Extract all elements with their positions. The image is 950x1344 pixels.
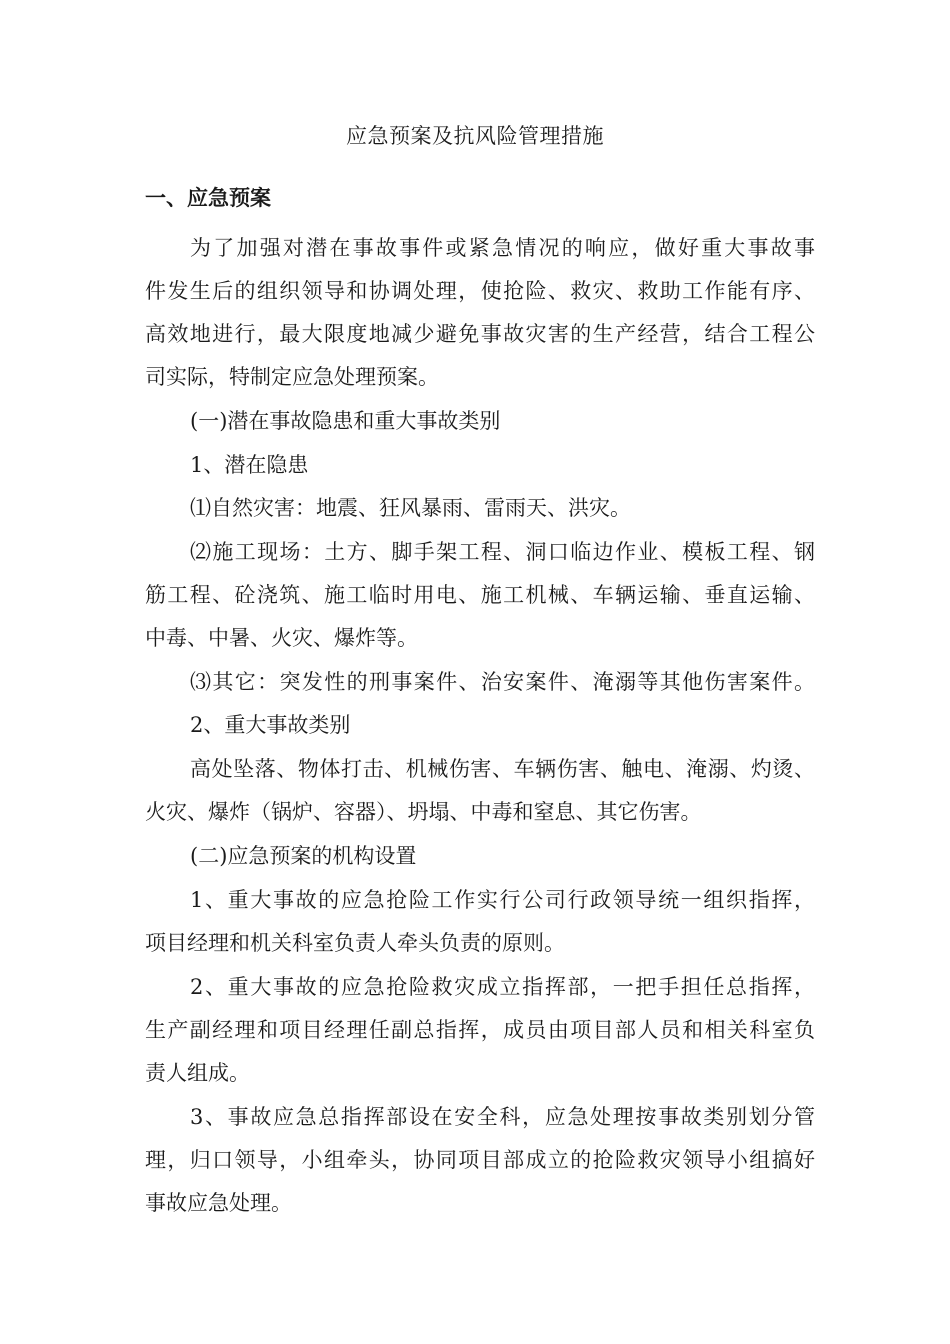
paragraph-line: 3、事故应急总指挥部设在安全科，应急处理按事故类别划分管 bbox=[190, 1105, 815, 1129]
paragraph-line: 理，归口领导，小组牵头，协同项目部成立的抢险救灾领导小组搞好 bbox=[145, 1148, 815, 1172]
paragraph-line: 中毒、中暑、火灾、爆炸等。 bbox=[145, 626, 418, 650]
paragraph-line: ⑶其它：突发性的刑事案件、治安案件、淹溺等其他伤害案件。 bbox=[190, 670, 815, 694]
subsection-heading: (一)潜在事故隐患和重大事故类别 bbox=[190, 409, 501, 433]
paragraph-line: 项目经理和机关科室负责人牵头负责的原则。 bbox=[145, 931, 565, 955]
paragraph-line: 2、重大事故的应急抢险救灾成立指挥部，一把手担任总指挥， bbox=[190, 975, 815, 999]
paragraph-line: 责人组成。 bbox=[145, 1061, 250, 1085]
paragraph-line: ⑵施工现场：土方、脚手架工程、洞口临边作业、模板工程、钢 bbox=[190, 540, 815, 564]
paragraph-line: 生产副经理和项目经理任副总指挥，成员由项目部人员和相关科室负 bbox=[145, 1018, 815, 1042]
paragraph-line: 高效地进行，最大限度地减少避免事故灾害的生产经营，结合工程公 bbox=[145, 322, 815, 346]
subsection-heading: (二)应急预案的机构设置 bbox=[190, 844, 417, 868]
paragraph-line: 件发生后的组织领导和协调处理，使抢险、救灾、救助工作能有序、 bbox=[145, 279, 815, 303]
paragraph-line: 司实际，特制定应急处理预案。 bbox=[145, 365, 439, 389]
list-heading: 2、重大事故类别 bbox=[190, 713, 351, 737]
paragraph-line: 1、重大事故的应急抢险工作实行公司行政领导统一组织指挥， bbox=[190, 888, 815, 912]
document-title: 应急预案及抗风险管理措施 bbox=[346, 124, 604, 148]
paragraph-line: 高处坠落、物体打击、机械伤害、车辆伤害、触电、淹溺、灼烫、 bbox=[190, 757, 815, 781]
section-heading: 一、应急预案 bbox=[145, 186, 271, 210]
paragraph-line: 筋工程、砼浇筑、施工临时用电、施工机械、车辆运输、垂直运输、 bbox=[145, 583, 815, 607]
paragraph-line: 为了加强对潜在事故事件或紧急情况的响应，做好重大事故事 bbox=[190, 236, 815, 260]
paragraph-line: 火灾、爆炸（锅炉、容器）、坍塌、中毒和窒息、其它伤害。 bbox=[145, 800, 702, 824]
paragraph-line: 事故应急处理。 bbox=[145, 1191, 292, 1215]
paragraph-line: ⑴自然灾害：地震、狂风暴雨、雷雨天、洪灾。 bbox=[190, 496, 631, 520]
list-heading: 1、潜在隐患 bbox=[190, 453, 309, 477]
